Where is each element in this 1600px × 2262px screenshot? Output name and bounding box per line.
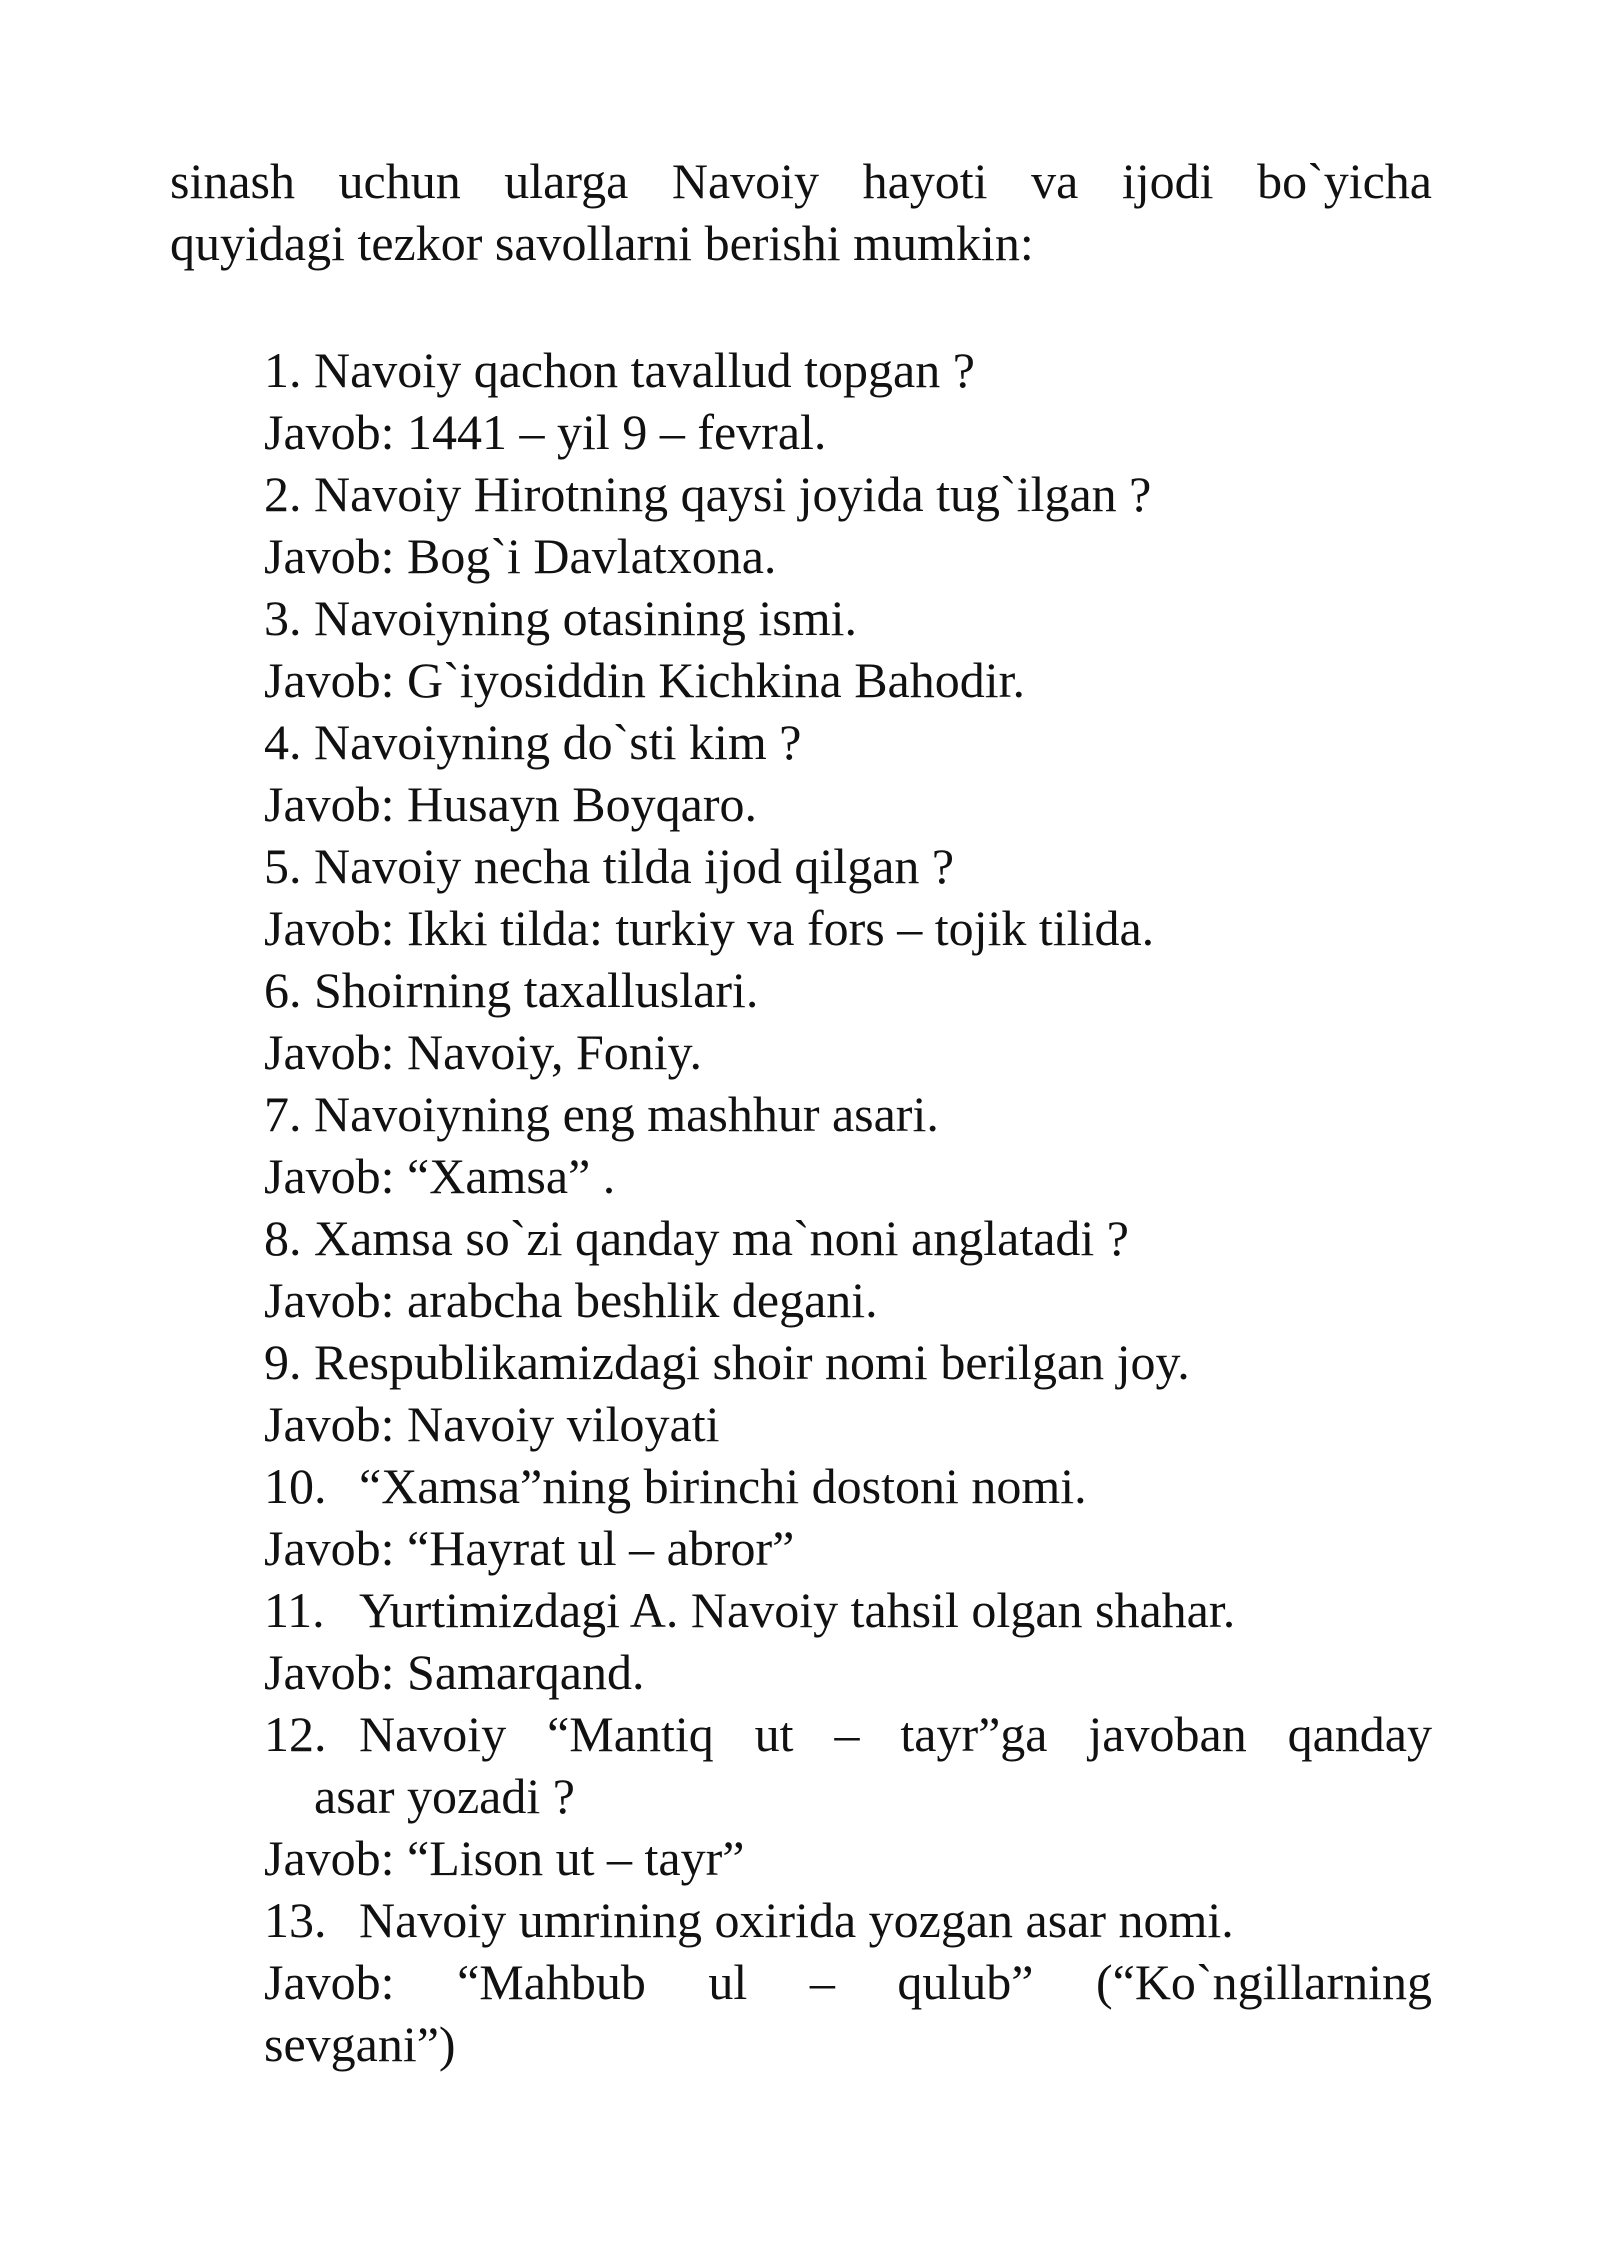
answer-12: Javob: “Lison ut – tayr” <box>264 1830 745 1886</box>
question-text: Xamsa so`zi qanday ma`noni anglatadi ? <box>314 1210 1129 1266</box>
question-number: 7. <box>264 1086 302 1142</box>
question-1 <box>264 339 1432 401</box>
question-13 <box>264 1889 1432 1951</box>
question-text: Navoiy necha tilda ijod qilgan ? <box>314 838 955 894</box>
question-number: 8. <box>264 1210 302 1266</box>
qa-item-8 <box>264 1207 1432 1331</box>
question-number: 10. <box>264 1458 327 1514</box>
qa-item-11 <box>264 1579 1432 1703</box>
qa-item-7 <box>264 1083 1432 1207</box>
question-7 <box>264 1083 1432 1145</box>
question-4 <box>264 711 1432 773</box>
question-text: Yurtimizdagi A. Navoiy tahsil olgan shahar. <box>359 1582 1236 1638</box>
answer-6: Javob: Navoiy, Foniy. <box>264 1024 702 1080</box>
question-number: 13. <box>264 1892 327 1948</box>
answer-1: Javob: 1441 – yil 9 – fevral. <box>264 404 827 460</box>
question-number: 11. <box>264 1582 325 1638</box>
answer-10: Javob: “Hayrat ul – abror” <box>264 1520 795 1576</box>
qa-item-1 <box>264 339 1432 463</box>
qa-item-3 <box>264 587 1432 711</box>
qa-item-2 <box>264 463 1432 587</box>
question-line-2: asar yozadi ? <box>314 1768 575 1824</box>
answer-13 <box>264 1951 1432 2075</box>
question-number: 6. <box>264 962 302 1018</box>
qa-item-6 <box>264 959 1432 1083</box>
question-number: 2. <box>264 466 302 522</box>
question-text: Shoirning taxalluslari. <box>314 962 759 1018</box>
question-10 <box>264 1455 1432 1517</box>
question-text: Respublikamizdagi shoir nomi berilgan joy. <box>314 1334 1190 1390</box>
question-number: 3. <box>264 590 302 646</box>
question-number: 5. <box>264 838 302 894</box>
question-text: Navoiyning eng mashhur asari. <box>314 1086 939 1142</box>
qa-item-13 <box>264 1889 1432 2075</box>
question-5 <box>264 835 1432 897</box>
intro-paragraph <box>170 150 1432 274</box>
answer-7: Javob: “Xamsa” . <box>264 1148 616 1204</box>
question-12 <box>264 1703 1432 1827</box>
qa-item-9 <box>264 1331 1432 1455</box>
question-line-1 <box>264 1703 1432 1765</box>
answer-5: Javob: Ikki tilda: turkiy va fors – tojik tilida. <box>264 900 1155 956</box>
question-11 <box>264 1579 1432 1641</box>
answer-4: Javob: Husayn Boyqaro. <box>264 776 757 832</box>
qa-item-12 <box>264 1703 1432 1889</box>
qa-item-10 <box>264 1455 1432 1579</box>
question-number: 4. <box>264 714 302 770</box>
question-9 <box>264 1331 1432 1393</box>
intro-line-1: sinash uchun ularga Navoiy hayoti va ijodi bo`yicha <box>170 153 1432 209</box>
question-text: Navoiyning do`sti kim ? <box>314 714 802 770</box>
answer-8: Javob: arabcha beshlik degani. <box>264 1272 878 1328</box>
question-6 <box>264 959 1432 1021</box>
answer-line-2: sevgani”) <box>264 2016 456 2072</box>
question-answer-list <box>264 339 1432 2075</box>
question-text: Navoiy umrining oxirida yozgan asar nomi. <box>359 1892 1234 1948</box>
qa-item-5 <box>264 835 1432 959</box>
question-text: Navoiy qachon tavallud topgan ? <box>314 342 975 398</box>
question-number: 12. <box>264 1706 327 1762</box>
intro-line-2: quyidagi tezkor savollarni berishi mumkin: <box>170 215 1034 271</box>
qa-item-4 <box>264 711 1432 835</box>
question-text: “Xamsa”ning birinchi dostoni nomi. <box>359 1458 1087 1514</box>
question-text: Navoiy “Mantiq ut – tayr”ga javoban qanday <box>359 1706 1432 1762</box>
question-8 <box>264 1207 1432 1269</box>
question-text: Navoiy Hirotning qaysi joyida tug`ilgan ? <box>314 466 1152 522</box>
question-number: 1. <box>264 342 302 398</box>
question-number: 9. <box>264 1334 302 1390</box>
answer-line-1: Javob: “Mahbub ul – qulub” (“Ko`ngillarning <box>264 1954 1432 2010</box>
answer-11: Javob: Samarqand. <box>264 1644 645 1700</box>
answer-2: Javob: Bog`i Davlatxona. <box>264 528 777 584</box>
question-3 <box>264 587 1432 649</box>
question-2 <box>264 463 1432 525</box>
answer-3: Javob: G`iyosiddin Kichkina Bahodir. <box>264 652 1026 708</box>
answer-9: Javob: Navoiy viloyati <box>264 1396 720 1452</box>
question-text: Navoiyning otasining ismi. <box>314 590 858 646</box>
